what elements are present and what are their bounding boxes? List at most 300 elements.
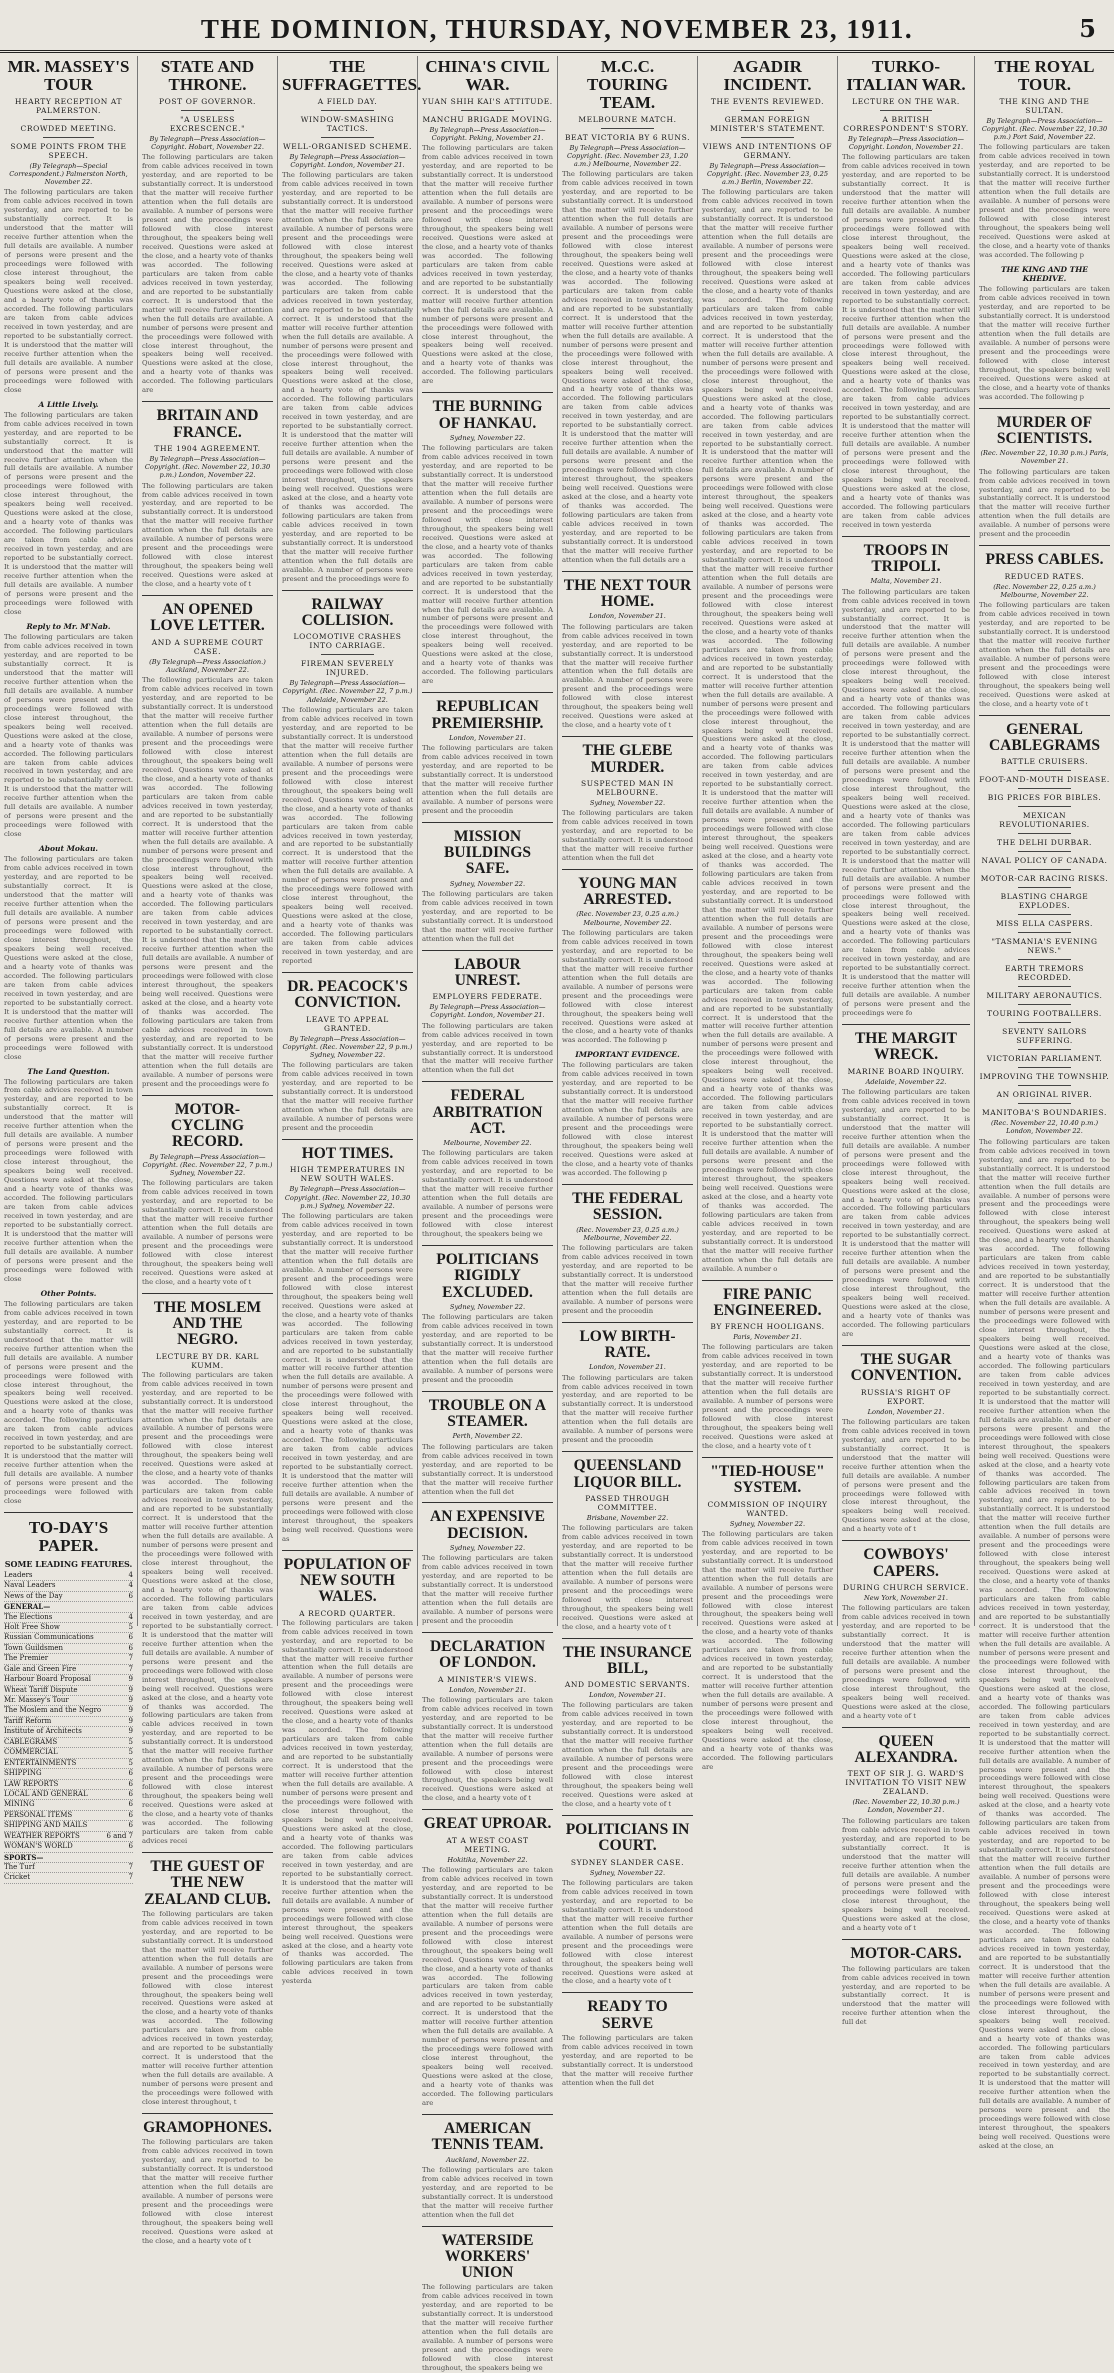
index-item-page: 9	[128, 1727, 133, 1736]
sub-divider	[741, 137, 793, 138]
article-headline: MOTOR-CYCLING RECORD.	[170, 1100, 245, 1151]
index-row	[4, 1873, 133, 1883]
body-text: The following particulars are taken from cable advices received in town yesterday, and are reported to be substantially correct. It is understood that the matter will receive further attention when the full det	[422, 889, 553, 943]
index-item-page: 6 and 7	[106, 1831, 133, 1840]
article-subheading: SEVENTY SAILORS SUFFERING.	[1002, 1027, 1087, 1046]
article-headline: FIRE PANIC ENGINEERED.	[713, 1285, 822, 1319]
article-headline: AGADIR INCIDENT.	[723, 57, 812, 94]
article-divider	[142, 1852, 273, 1853]
index-row	[4, 1759, 133, 1769]
article-headline: MOTOR-CARS.	[850, 1945, 962, 1963]
dateline: (Rec. November 22, 0.25 a.m.) Melbourne, November 22.	[993, 582, 1096, 599]
article-headline: MISSION BUILDINGS SAFE.	[444, 827, 531, 878]
article-divider	[422, 1809, 553, 1810]
body-text: The following particulars are taken from cable advices received in town yesterday, and are reported to be substantially correct. It is understood that the matter will receive further attention when the full details are available. A number of persons were present and the proceedings were followed with close interest throughout, the speakers being well received. Questions were asked at the close, and a hearty vote of thanks was accorded. The following particulars are taken from cable advices received in town yesterday, and are reported to be substantially correct. It is understood that the matter will receive further attention when the full details are available. A number of persons were present and the proceedings were followed with close interest throughout, the speakers being well received. Questions were asked at the close, and a hearty vote of thanks was accorded. The following particulars are taken from cable advices received in town yesterday, and are reported to be substantially correct. It is understood that the matter will receive further attention when the full details are available. A number of persons were present and the proceedings were followed with close interest throughout, the speakers being well received. Questions were asked at the close, and a hearty vote of thanks was accorded. The following particulars are taken from cable advices received in town yesterday, and are reported to be substantially correct. It is understood that the matter will receive further attention when the full details are available. A number of persons were present and the proceedings were fo	[842, 587, 970, 1018]
article-headline: STATE AND THRONE.	[160, 57, 255, 94]
article-divider	[142, 401, 273, 402]
body-text: The following particulars are taken from cable advices received in town yesterday, and are reported to be substantially correct. It is understood that the matter will receive further attention when the full details are available. A number of persons were present and the proceedings were followed with close interest throughout, the speakers being well received. Questions were asked at the close, and a hearty vote of thanks was accorded. The following particulars are taken from cable advices received in town yesterday, and are reported to be substantially correct. It is understood that the matter will receive further attention when the full details are available. A number of persons were present and the proceedings were followed with close interest throughout, the speakers being well received. Questions were asked at the close, and a hearty vote of thanks was accorded. The following particulars are taken from cable advices received in town yesterday, and are reported to be substantially correct. It is understood that the matter will receive further attention when the full details are available. A number of persons were present and the proceedings were followed with close interest throughout, the speakers being well received. Questions were asked at the close, and a hearty vote of thanks was accorded. The following particulars are taken from cable advices received in town yesterday, and are reported to be substantially correct. It is understood that the matter will receive further attention when the full details are available. A number of persons were present and the proceedings were followed with close interest throughout, the speakers being well received. Questions were asked at the close, and a hearty vote of thanks was accorded. The following particulars are taken from cable advices received in town yesterday, and are reported to be substantially correct. It is understood that the matter will receive further attention when the full details are available. A number of persons were present and the proceedings were followed with close interest throughout, the speakers being well received. Questions were asked at the close, and a hearty vote of thanks was accorded. The following particulars are taken from cable advices received in town yesterday, and are reported to be substantially correct. It is understood that the matter will receive further attention when the full details are available. A number of persons were present and the proceedings were followed with close interest throughout, the speakers being well received. Questions were asked at the close, and a hearty vote of thanks was accorded. The following particulars are taken from cable advices received in town yesterday, and are reported to be substantially correct. It is understood that the matter will receive further attention when the full details are available. A number of persons were present and the proceedings were followed with close interest throughout, the speakers being well received. Questions were asked at the close, and a hearty vote of thanks was accorded. The following particulars are taken from cable advices received in town yesterday, and are reported to be substantially correct. It is understood that the matter will receive further attention when the full details are available. A number of persons were present and the proceedings were followed with close interest throughout, the speakers being well received. Questions were asked at the close, and a hearty vote of thanks was accorded. The following particulars are taken from cable advices received in town yesterday, and are reported to be substantially correct. It is understood that the matter will receive further attention when the full details are available. A number of persons were present and the proceedings were followed with close interest throughout, the speakers being well received. Questions were asked at the close, and a hearty vote of thanks was accorded. The following particulars are taken from cable advices received in town yesterday, and are reported to be substantially correct. It is understood that the matter will receive further attention when the full details are available. A number o	[702, 188, 833, 1273]
index-row	[4, 1654, 133, 1664]
dateline: Sydney, November 22.	[729, 1519, 806, 1528]
section-subhead: Other Points.	[40, 1288, 97, 1298]
dateline: New York, November 21.	[864, 1593, 948, 1602]
index-row	[4, 1717, 133, 1727]
body-text: The following particulars are taken from cable advices received in town yesterday, and are reported to be substantially correct. It is understood that the matter will receive further attention when the full det	[562, 809, 693, 862]
article-divider	[422, 822, 553, 823]
article-headline: PRESS CABLES.	[985, 551, 1104, 569]
article-divider	[562, 1638, 693, 1639]
column-5	[557, 56, 697, 2087]
index-row	[4, 1821, 133, 1831]
sub-divider	[1018, 1103, 1070, 1104]
sub-divider	[1018, 932, 1070, 933]
article-divider	[282, 1550, 413, 1551]
sub-divider	[1018, 1004, 1070, 1005]
body-text: The following particulars are taken from cable advices received in town yesterday, and are reported to be substantially correct. It is understood that the matter will receive further attention when the full details are available. A number of persons were present and the proceedings were followed with close interest throughout, the speakers being well received. Questions were asked at the close, and a hearty vote of thanks was accorded. The following particulars are taken from cable advices received in town yesterday, and are reported to be substantially correct. It is understood that the matter will receive further attention when the full details are available. A number of persons were present and the proceedings were followed with close interest throughout, the speakers being well received. Questions were asked at the close, and a hearty vote of thanks was accorded. The following particulars are taken from cable advices received in town yesterday, and are reported to be substantially correct. It is understood that the matter will receive further attention when the full details are available. A number of persons were present and the proceedings were followed with close interest throughout, the speakers being well received. Questions were asked at the close, and a hearty vote of thanks was accorded. The following particulars are taken from cable advices received in town yesterday, and are reported to be substantially correct. It is understood that the matter will receive further attention when the full details are a	[562, 170, 693, 564]
article-subheading: A FIELD DAY.	[317, 96, 378, 106]
index-item-page: 7	[128, 1863, 133, 1872]
index-item-page: 4	[128, 1570, 133, 1579]
index-title: TO-DAY'S PAPER.	[28, 1518, 109, 1555]
dateline: Hokitika, November 22.	[447, 1855, 528, 1864]
index-item-page: 6	[128, 1789, 133, 1798]
index-divider	[4, 1512, 133, 1513]
dateline: Auckland, November 22.	[446, 2155, 529, 2164]
dateline: By Telegraph—Press Association—Copyright. London, November 21.	[429, 1003, 546, 1020]
body-text: The following particulars are taken from cable advices received in town yesterday, and are reported to be substantially correct. It is understood that the matter will receive further attention when the full details are available. A number of persons were present and the proceedings were followed with close interest throughout, the speakers being we	[422, 1149, 553, 1239]
body-text: The following particulars are taken from cable advices received in town yesterday, and are reported to be substantially correct. It is understood that the matter will receive further attention when the full details are available. A number of persons were present and the proceedings were followed with close interest throughout, the speakers being well received. Questions were asked at the close, and a hearty vote of thanks was accorded. The following particulars are taken from cable advices received in town yesterday, and are reported to be substantially correct. It is understood that the matter will receive further attention when the full details are available. A number of persons were present and the proceedings were followed with close	[4, 410, 133, 616]
index-item-label: Wheat Tariff Dispute	[4, 1685, 78, 1694]
article-subheading: HIGH TEMPERATURES IN NEW SOUTH WALES.	[289, 1165, 406, 1184]
article-subheading: AND A SUPREME COURT CASE.	[151, 637, 264, 656]
body-text: The following particulars are taken from cable advices received in town yesterday, and are reported to be substantially correct. It is understood that the matter will receive further attention when the full details are available. A number of persons were present and the proceedings were followed with close interest throughout, the speakers being well received. Questions were asked at the close, and a hearty vote of thanks was accorded. The following particulars are taken from cable advices received in town yesterday, and are reported to be substantially correct. It is understood that the matter will receive further attention when the full details are available. A number of persons were present and the proceedings were followed with close interest throughout, the speakers being well received. Questions were asked at the close, and a hearty vote of thanks was accorded. The following particulars are	[842, 1087, 970, 1339]
article-subheading: MANITOBA'S BOUNDARIES.	[982, 1108, 1107, 1118]
index-item-label: WOMAN'S WORLD	[4, 1842, 73, 1851]
article-headline: THE NEXT TOUR HOME.	[563, 576, 692, 611]
article-divider	[562, 1184, 693, 1185]
article-headline: TURKO-ITALIAN WAR.	[846, 57, 966, 94]
dateline: Sydney, November 22.	[449, 1302, 526, 1311]
article-divider	[422, 950, 553, 951]
body-text: The following particulars are taken from cable advices received in town yesterday, and are reported to be substantially correct. It is understood that the matter will receive further attention when the full details are available. A number of persons were present and the proceedings were followed with close interest throughout, the speakers being well received. Questions were asked at the close, and a hearty vote of t	[702, 1343, 833, 1451]
sub-divider	[461, 110, 513, 111]
section-subhead: Reply to Mr. M'Nab.	[26, 621, 111, 631]
article-divider	[282, 590, 413, 591]
body-text: The following particulars are taken from cable advices received in town yesterday, and are reported to be substantially correct. It is understood that the matter will receive further attention when the full details are available. A number of persons were present and the proceedin	[422, 1313, 553, 1384]
index-row	[4, 1780, 133, 1790]
article-headline: CHINA'S CIVIL WAR.	[425, 57, 550, 94]
dateline: Melbourne, November 22.	[443, 1139, 532, 1148]
article-divider	[142, 595, 273, 596]
index-item-page: 7	[128, 1654, 133, 1663]
index-row	[4, 1727, 133, 1737]
article-headline: THE BURNING OF HANKAU.	[432, 398, 543, 432]
article-subheading: LECTURE ON THE WAR.	[852, 96, 960, 106]
article-divider	[422, 392, 553, 393]
article-subheading: A RECORD QUARTER.	[299, 1608, 396, 1618]
article-subheading: PASSED THROUGH COMMITTEE.	[585, 1493, 670, 1512]
article-subheading: VICTORIAN PARLIAMENT.	[986, 1054, 1103, 1064]
article-divider	[142, 1095, 273, 1096]
body-text: The following particulars are taken from cable advices received in town yesterday, and are reported to be substantially correct. It is understood that the matter will receive further attention when the full details are available. A number of persons were present and the proceedings were followed with close interest throughout, the speakers being well received. Questions were asked at the close, and a hearty vote of thanks was accorded. The following particulars are taken from cable advices received in town yesterday, and are reported to be substantially correct. It is understood that the matter will receive further attention when the full details are available. A number of persons were present and the proceedings were followed with close interest throughout, the speakers being well received. Questions were asked at the close, and a hearty vote of thanks was accorded. The following particulars are	[422, 144, 553, 386]
index-subtitle: SOME LEADING FEATURES.	[4, 1558, 133, 1569]
index-item-label: Town Guildsmen	[4, 1643, 64, 1652]
article-subheading: TEXT OF SIR J. G. WARD'S INVITATION TO VISIT NEW ZEALAND.	[845, 1769, 967, 1797]
article-divider	[842, 1345, 970, 1346]
body-text: The following particulars are taken from cable advices received in town yesterday, and are reported to be substantially correct. It is understood that the matter will receive further attention when the full det	[422, 1442, 553, 1496]
sub-divider	[1018, 959, 1070, 960]
index-item-label: Naval Leaders	[4, 1581, 56, 1590]
index-item-page: 6	[128, 1633, 133, 1642]
article-subheading: MILITARY AERONAUTICS.	[986, 991, 1103, 1001]
index-item-label: LOCAL AND GENERAL	[4, 1789, 88, 1798]
article-subheading: THE 1904 AGREEMENT.	[154, 443, 261, 453]
index-item-page: 6	[128, 1643, 133, 1652]
article-divider	[702, 1280, 833, 1281]
section-subhead: The Land Question.	[27, 1066, 110, 1076]
dateline: Perth, November 22.	[452, 1432, 523, 1441]
body-text: The following particulars are taken from cable advices received in town yesterday, and are reported to be substantially correct. It is understood that the matter will receive further attention when the full details are available. A number of persons were present and the proceedin	[562, 1244, 693, 1315]
index-item-page: 6	[128, 1800, 133, 1809]
index-item-page: 4	[128, 1612, 133, 1621]
article-subheading: WINDOW-SMASHING TACTICS.	[300, 114, 395, 133]
index-item-label: CABLEGRAMS	[4, 1737, 58, 1746]
article-subheading: THE EVENTS REVIEWED.	[710, 96, 825, 106]
index-row	[4, 1853, 133, 1863]
article-divider	[702, 1457, 833, 1458]
dateline: Paris, November 21.	[733, 1333, 802, 1342]
article-divider	[422, 1245, 553, 1246]
article-headline: POLITICIANS IN COURT.	[565, 1821, 690, 1855]
index-row	[4, 1811, 133, 1821]
article-headline: POPULATION OF NEW SOUTH WALES.	[283, 1555, 412, 1606]
article-divider	[282, 1139, 413, 1140]
article-subheading: LECTURE BY DR. KARL KUMM.	[156, 1351, 259, 1370]
article-headline: REPUBLICAN PREMIERSHIP.	[431, 698, 544, 732]
body-text: The following particulars are taken from cable advices received in town yesterday, and are reported to be substantially correct. It is understood that the matter will receive further attention when the full details are available. A number of persons were present and the proceedings were followed with close interest throughout, the speakers being well received. Questions were asked at the close, and a hearty vote of t	[979, 601, 1110, 708]
article-headline: TROOPS IN TRIPOLI.	[863, 541, 949, 576]
section-subhead: A Little Lively.	[38, 399, 99, 409]
article-subheading: SUSPECTED MAN IN MELBOURNE.	[581, 778, 674, 797]
index-item-page: 6	[128, 1591, 133, 1600]
sub-divider	[1018, 806, 1070, 807]
dateline: (Rec. November 23, 0.25 a.m.) Melbourne, November 22.	[576, 910, 679, 927]
dateline: Brisbane, November 22.	[586, 1513, 669, 1522]
article-divider	[842, 1024, 970, 1025]
dateline: London, November 21.	[449, 733, 526, 742]
body-text: The following particulars are taken from cable advices received in town yesterday, and are reported to be substantially correct. It is understood that the matter will receive further attention when the full details are available. A number of persons were present and the proceedings were followed with close interest throughout, the speakers being well received. Questions were asked at the close, and a hearty vote of thanks was accorded. The following particulars are taken from cable advices received in town yesterday, and are reported to be substantially correct. It is understood that the matter will receive further attention when the full details are available. A number of persons were present and the proceedings were followed with close interest throughout, the speakers being well received. Questions were asked at the close, and a hearty vote of thanks was accorded. The following particulars are taken from cable advices received in town yesterday, and are reported to be substantially correct. It is understood that the matter will receive further attention when the full details are available. A number of persons were present and the proceedings were followed with close interest throughout, the speakers being well received. Questions were asked at the close, and a hearty vote of thanks was accorded. The following particulars are taken from cable advices received in town yesterday, and are reported to be substantially correct. It is understood that the matter will receive further attention when the full details are available. A number of persons were present and the proceedings were fo	[282, 171, 413, 583]
sub-divider	[1018, 1049, 1070, 1050]
index-row	[4, 1790, 133, 1800]
article-subheading: A BRITISH CORRESPONDENT'S STORY.	[843, 114, 969, 133]
article-subheading: GERMAN FOREIGN MINISTER'S STATEMENT.	[710, 114, 825, 133]
dateline: (Rec. November 22, 10.30 p.m.) Paris, November 21.	[980, 449, 1109, 466]
article-headline: DR. PEACOCK'S CONVICTION.	[287, 978, 408, 1012]
index-item-page: 9	[128, 1696, 133, 1705]
dateline: (Rec. November 22, 10.40 p.m.) London, November 22.	[990, 1119, 1099, 1136]
body-text: The following particulars are taken from cable advices received in town yesterday, and are reported to be substantially correct. It is understood that the matter will receive further attention when the full details are available. A number of persons were present and the proceedings were followed with close interest throughout, the speakers being well received. Questions were asked at the close, and a hearty vote of thanks was accorded. The following particulars are taken from cable advices received in town yesterday, and are reported to be substantially correct. It is understood that the matter will receive further attention when the full details are available. A number of persons were present and the proceedings were followed with close	[4, 632, 133, 839]
index-item-label: SHIPPING AND MAILS	[4, 1821, 88, 1830]
body-text: The following particulars are taken from cable advices received in town yesterday, and are reported to be substantially correct. It is understood that the matter will receive further attention when the full details are available. A number of persons were present and the proceedin	[422, 1554, 553, 1626]
article-divider	[979, 408, 1110, 409]
dateline: By Telegraph—Press Association—Copyright. (Rec. November 22, 9 p.m.) Sydney, November 22.	[282, 1034, 413, 1060]
body-text: The following particulars are taken from cable advices received in town yesterday, and are reported to be substantially correct. It is understood that the matter will receive further attention when the full details are available. A number of persons were present and the proceedings were followed with close interest throughout, the speakers being well received. Questions were asked at the close, and a hearty vote of t	[142, 481, 273, 589]
article-headline: THE GLEBE MURDER.	[582, 742, 673, 776]
body-text: The following particulars are taken from cable advices received in town yesterday, and are reported to be substantially correct. It is understood that the matter will receive further attention when the full details are available. A number of persons were present and the proceedings were followed with close interest throughout, the speakers being well received. Questions were asked at the close, and a hearty vote of t	[842, 1816, 970, 1933]
index-item-label: MINING	[4, 1800, 35, 1809]
article-headline: COWBOYS' CAPERS.	[863, 1546, 949, 1580]
article-subheading: BATTLE CRUISERS.	[1000, 757, 1089, 767]
article-subheading: VIEWS AND INTENTIONS OF GERMANY.	[702, 141, 833, 160]
article-subheading: CROWDED MEETING.	[20, 123, 117, 133]
index-row	[4, 1748, 133, 1758]
article-divider	[562, 1451, 693, 1452]
article-headline: GENERAL CABLEGRAMS	[988, 720, 1101, 754]
body-text: The following particulars are taken from cable advices received in town yesterday, and are reported to be substantially correct. It is understood that the matter will receive further attention when the full details are available. A number of persons were present and the proceedings were followed with close interest throughout, the speakers being we	[422, 2283, 553, 2373]
index-item-page: 6	[128, 1810, 133, 1819]
article-headline: THE SUGAR CONVENTION.	[850, 1351, 962, 1385]
index-item-page: 7	[128, 1873, 133, 1882]
index-row	[4, 1602, 133, 1612]
dateline: (By Telegraph—Special Correspondent.) Palmerston North, November 22.	[9, 161, 128, 187]
article-divider	[979, 545, 1110, 546]
article-divider	[142, 1293, 273, 1294]
index-row	[4, 1644, 133, 1654]
article-divider	[842, 1540, 970, 1541]
body-text: The following particulars are taken from cable advices received in town yesterday, and are reported to be substantially correct. It is understood that the matter will receive further attention when the full details are available. A number of persons were present and the proceedin	[562, 1373, 693, 1445]
article-subheading: SYDNEY SLANDER CASE.	[570, 1857, 685, 1867]
article-subheading: "TASMANIA'S EVENING NEWS."	[991, 937, 1098, 956]
article-divider	[142, 2113, 273, 2114]
index-row	[4, 1832, 133, 1842]
article-subheading: BY FRENCH HOOLIGANS.	[710, 1322, 825, 1332]
sub-divider	[321, 654, 373, 655]
article-headline: POLITICIANS RIGIDLY EXCLUDED.	[436, 1251, 539, 1301]
dateline: (Rec. November 22, 10.30 p.m.) London, November 21.	[852, 1798, 960, 1815]
body-text: The following particulars are taken from cable advices received in town yesterday, and are reported to be substantially correct. It is understood that the matter will receive further attention when the full det	[422, 2165, 553, 2219]
body-text: The following particulars are taken from cable advices received in town yesterday, and are reported to be substantially correct. It is understood that the matter will receive further attention when the full details are available. A number of persons were present and the proceedings were followed with close interest throughout, the speakers being well received. Questions were asked at the close, and a hearty vote of thanks was accorded. The following particulars are taken from cable advices received in town yesterday, and are reported to be substantially correct. It is understood that the matter will receive further attention when the full details are available. A number of persons were present and the proceedings were followed with close	[4, 1077, 133, 1283]
body-text: The following particulars are taken from cable advices received in town yesterday, and are reported to be substantially correct. It is understood that the matter will receive further attention when the full details are available. A number of persons were present and the proceedings were followed with close interest throughout, the speakers being well received. Questions were asked at the close, and a hearty vote of thanks was accorded. The following particulars are taken from cable advices received in town yesterday, and are reported to be substantially correct. It is understood that the matter will receive further attention when the full details are available. A number of persons were present and the proceedings were followed with close interest throughout, the speakers being well received. Questions were asked at the close, and a hearty vote of thanks was accorded. The following particulars are	[422, 444, 553, 686]
article-divider	[562, 1322, 693, 1323]
article-headline: M.C.C. TOURING TEAM.	[587, 57, 668, 112]
article-subheading: A MINISTER'S VIEWS.	[437, 1674, 538, 1684]
index-item-page: 5	[128, 1622, 133, 1631]
index-item-label: ENTERTAINMENTS	[4, 1758, 77, 1767]
body-text: The following particulars are taken from cable advices received in town yesterday, and are reported to be substantially correct. It is understood that the matter will receive further attention when the full details are available. A number of persons were present and the proceedings were followed with close interest throughout, the speakers being well received. Questions were asked at the close, and a hearty vote of thanks was accorded. The following particulars are taken from cable advices received in town yesterday, and are reported to be substantially correct. It is understood that the matter will receive further attention when the full details are available. A number of persons were present and the proceedings were followed with close	[4, 188, 133, 394]
index-item-page: 6	[128, 1769, 133, 1778]
index-item-page: 4	[128, 1581, 133, 1590]
article-subheading: "A USELESS EXCRESCENCE."	[169, 114, 246, 133]
article-divider	[282, 972, 413, 973]
section-subhead: IMPORTANT EVIDENCE.	[575, 1050, 680, 1060]
article-subheading: BEAT VICTORIA BY 6 RUNS.	[564, 132, 691, 142]
article-headline: GRAMOPHONES.	[143, 2119, 272, 2137]
index-item-label: Cricket	[4, 1873, 31, 1882]
index-item-page: 9	[128, 1685, 133, 1694]
article-headline: AMERICAN TENNIS TEAM.	[431, 2120, 544, 2154]
sub-divider	[1018, 914, 1070, 915]
article-headline: THE SUFFRAGETTES.	[282, 57, 422, 94]
sub-divider	[1018, 887, 1070, 888]
index-row	[4, 1696, 133, 1706]
column-6	[697, 56, 837, 1771]
article-headline: MURDER OF SCIENTISTS.	[996, 413, 1093, 447]
article-headline: THE FEDERAL SESSION.	[572, 1190, 683, 1224]
article-divider	[422, 2114, 553, 2115]
dateline: Sydney, November 22.	[449, 879, 526, 888]
article-subheading: FIREMAN SEVERELY INJURED.	[300, 659, 394, 678]
section-subhead: THE KING AND THE KHEDIVE.	[1000, 264, 1089, 283]
index-item-page: 7	[128, 1664, 133, 1673]
article-subheading: IMPROVING THE TOWNSHIP.	[979, 1072, 1110, 1082]
article-subheading: BIG PRICES FOR BIBLES.	[987, 793, 1102, 803]
article-headline: AN EXPENSIVE DECISION.	[430, 1508, 545, 1542]
index-row	[4, 1738, 133, 1748]
article-headline: TROUBLE ON A STEAMER.	[428, 1396, 547, 1431]
index-row	[4, 1686, 133, 1696]
body-text: The following particulars are taken from cable advices received in town yesterday, and are reported to be substantially correct. It is understood that the matter will receive further attention when the full details are available. A number of persons were present and the proceedings were followed with close interest throughout, the speakers being well received. Questions were asked at the close, and a hearty vote of t	[562, 622, 693, 730]
index-item-label: Institute of Architects	[4, 1727, 82, 1736]
article-divider	[979, 715, 1110, 716]
article-headline: MR. MASSEY'S TOUR	[7, 57, 130, 94]
body-text: The following particulars are taken from cable advices received in town yesterday, and are reported to be substantially correct. It is understood that the matter will receive further attention when the full details are available. A number of persons were present and the proceedings were followed with close interest throughout, the speakers being well received. Questions were asked at the close, and a hearty vote of thanks was accorded. The following particulars are taken from cable advices received in town yesterday, and are reported to be substantially correct. It is understood that the matter will receive further attention when the full details are available. A number of persons were present and the proceedings were followed with close interest throughout, the speakers being well received. Questions were asked at the close, and a hearty vote of thanks was accorded. The following particulars are taken from cable advices received in town yesterday, and are reported to be substantially correct. It is understood that the matter will receive further attention when the full details are available. A number of persons were present and the proceedings were followed with close interest throughout, the speakers being well received. Questions were asked at the close, and a hearty vote of thanks was accorded. The following particulars are taken from cable advices received in town yesterday, and are reported to be substantially correct. It is understood that the matter will receive further attention when the full details are available. A number of persons were present and the proceedings were followed with close interest throughout, the speakers being well received. Questions were asked at the close, and a hearty vote of thanks was accorded. The following particulars are taken from cable advices received in town yesterday, and are reported to be substantially correct. It is understood that the matter will receive further attention when the full details are available. A number of persons were present and the proceedings were followed with close interest throughout, the speakers being well received. Questions were asked at the close, and a hearty vote of thanks was accorded. The following particulars are taken from cable advices received in town yesterday, and are reported to be substantially correct. It is understood that the matter will receive further attention when the full details are available. A number of persons were present and the proceedings were followed with close interest throughout, the speakers being well received. Questions were asked at the close, and a hearty vote of thanks was accorded. The following particulars are taken from cable advices received in town yesterday, and are reported to be substantially correct. It is understood that the matter will receive further attention when the full details are available. A number of persons were present and the proceedings were followed with close interest throughout, the speakers being well received. Questions were asked at the close, and a hearty vote of thanks was accorded. The following particulars are taken from cable advices received in town yesterday, and are reported to be substantially correct. It is understood that the matter will receive further attention when the full details are available. A number of persons were present and the proceedings were followed with close interest throughout, the speakers being well received. Questions were asked at the close, and a hearty vote of thanks was accorded. The following particulars are taken from cable advices received in town yesterday, and are reported to be substantially correct. It is understood that the matter will receive further attention when the full details are available. A number of persons were present and the proceedings were followed with close interest throughout, the speakers being well received. Questions were asked at the close, an	[979, 1137, 1110, 2151]
article-headline: QUEEN ALEXANDRA.	[854, 1732, 958, 1766]
article-subheading: AT A WEST COAST MEETING.	[446, 1835, 529, 1854]
index-item-label: Harbour Board Proposal	[4, 1675, 91, 1684]
index-item-page: 6	[128, 1821, 133, 1830]
column-1	[0, 56, 137, 1882]
article-headline: QUEENSLAND LIQUOR BILL.	[573, 1457, 682, 1491]
body-text: The following particulars are taken from cable advices received in town yesterday, and are reported to be substantially correct. It is understood that the matter will receive further attention when the full details are available. A number of persons were present and the proceedings were followed with close interest throughout, the speakers being well received. Questions were asked at the close, and a hearty vote of t	[142, 1179, 273, 1286]
article-subheading: LOCOMOTIVE CRASHES INTO CARRIAGE.	[293, 632, 402, 651]
masthead-title: THE DOMINION, THURSDAY, NOVEMBER 23, 1911.	[200, 14, 914, 44]
body-text: The following particulars are taken from cable advices received in town yesterday, and are reported to be substantially correct. It is understood that the matter will receive further attention when the full details are available. A number of persons were present and the proceedings were followed with close interest throughout, the speakers being well received. Questions were asked at the close, and a hearty vote of thanks was accorded. The following p	[562, 928, 693, 1045]
dateline: By Telegraph—Press Association—Copyright. (Rec. November 22, 7 p.m.) Adelaide, November 22.	[282, 679, 413, 704]
sub-divider	[1018, 851, 1070, 852]
index-item-label: The Turf	[4, 1863, 35, 1872]
index-item-label: SHIPPING	[4, 1769, 42, 1778]
body-text: The following particulars are taken from cable advices received in town yesterday, and are reported to be substantially correct. It is understood that the matter will receive further attention when the full details are available. A number of persons were present and the proceedings were followed with close interest throughout, the speakers being well received. Questions were asked at the close, and a hearty vote of thanks was accorded. The following p	[979, 284, 1110, 401]
article-subheading: WELL-ORGANISED SCHEME.	[282, 141, 413, 151]
body-text: The following particulars are taken from cable advices received in town yesterday, and are reported to be substantially correct. It is understood that the matter will receive further attention when the full details are available. A number of persons were present and the proceedings were followed with close interest throughout, the speakers being well received. Questions were asked at the close, and a hearty vote of t	[842, 1417, 970, 1534]
body-text: The following particulars are taken from cable advices received in town yesterday, and are reported to be substantially correct. It is understood that the matter will receive further attention when the full det	[422, 1021, 553, 1075]
index-row	[4, 1581, 133, 1591]
article-subheading: TOURING FOOTBALLERS.	[987, 1009, 1102, 1019]
dateline: London, November 21.	[449, 1685, 526, 1694]
article-divider	[842, 1939, 970, 1940]
article-subheading: MARINE BOARD INQUIRY.	[847, 1066, 965, 1076]
body-text: The following particulars are taken from cable advices received in town yesterday, and are reported to be substantially correct. It is understood that the matter will receive further attention when the full details are available. A number of persons were present and the proceedings were followed with close interest throughout, the speakers being well received. Questions were asked at the close, and a hearty vote of thanks was accorded. The following particulars are taken from cable advices received in town yesterday, and are reported to be substantially correct. It is understood that the matter will receive further attention when the full details are available. A number of persons were present and the proceedings were followed with close interest throughout, the speakers being well received. Questions were asked at the close, and a hearty vote of thanks was accorded. The following particulars are taken from cable advices received in town yesterday, and are reported to be substantially correct. It is understood that the matter will receive further attention when the full details are available. A number of persons were present and the proceedings were followed with close interest throughout, the speakers being well received. Questions were asked at the close, and a hearty vote of thanks was accorded. The following particulars are taken from cable advices received in town yesterda	[842, 153, 970, 529]
dateline: By Telegraph—Press Association—Copyright. Peking, November 21.	[429, 125, 546, 142]
article-divider	[422, 2226, 553, 2227]
article-headline: THE ROYAL TOUR.	[994, 57, 1095, 94]
sub-divider	[43, 119, 95, 120]
dateline: Malta, November 21.	[870, 577, 942, 586]
dateline: By Telegraph—Press Association—Copyright. (Rec. November 22, 10.30 p.m.) Sydney, November 22.	[284, 1185, 411, 1210]
index-item-label: Tariff Reform	[4, 1716, 52, 1725]
column-4	[417, 56, 557, 2373]
article-divider	[562, 869, 693, 870]
article-headline: DECLARATION OF LONDON.	[429, 1638, 546, 1672]
article-divider	[562, 1815, 693, 1816]
body-text: The following particulars are taken from cable advices received in town yesterday, and are reported to be substantially correct. It is understood that the matter will receive further attention when the full det	[842, 1964, 970, 2027]
index-item-page: 5	[128, 1748, 133, 1757]
article-divider	[842, 536, 970, 537]
dateline: Sydney, November 22.	[589, 1868, 666, 1877]
article-subheading: MANCHU BRIGADE MOVING.	[422, 114, 553, 124]
sub-divider	[741, 110, 793, 111]
body-text: The following particulars are taken from cable advices received in town yesterday, and are reported to be substantially correct. It is understood that the matter will receive further attention when the full details are available. A number of persons were present and the proceedings were followed with close interest throughout, the speakers being well received. Questions were asked at the close, and a hearty vote of thanks was accorded. The following particulars are taken from cable advices received in town yesterday, and are reported to be substantially correct. It is understood that the matter will receive further attention when the full details are available. A number of persons were present and the proceedings were followed with close interest throughout, the speakers being well received. Questions were asked at the close, and a hearty vote of thanks was accorded. The following particulars are taken from cable advices received in town yesterday, and are reported to be substantially correct. It is understood that the matter will receive further attention when the full details are available. A number of persons were present and the proceedings were followed with close interest throughout, the speakers being well received. Questions were asked at the close, and a hearty vote of thanks was accorded. The following particulars are taken from cable advices received in town yesterday, and are reported to be substantially correct. It is understood that the matter will receive further attention when the full details are available. A number of persons were present and the proceedings were fo	[142, 676, 273, 1088]
body-text: The following particulars are taken from cable advices received in town yesterday, and are reported to be substantially correct. It is understood that the matter will receive further attention when the full details are available. A number of persons were present and the proceedings were followed with close interest throughout, the speakers being well received. Questions were asked at the close, and a hearty vote of thanks was accorded. The following particulars are taken from cable advices received in town yesterday, and are reported to be substantially correct. It is understood that the matter will receive further attention when the full details are available. A number of persons were present and the proceedings were followed with close interest throughout, the speakers being well received. Questions were asked at the close, and a hearty vote of thanks was accorded. The following particulars are	[702, 1529, 833, 1771]
sub-divider	[181, 110, 233, 111]
sub-divider	[1018, 1067, 1070, 1068]
article-divider	[842, 1727, 970, 1728]
article-divider	[422, 1081, 553, 1082]
index-item-label: Gale and Green Fire	[4, 1664, 77, 1673]
article-subheading: THE DELHI DURBAR.	[997, 838, 1092, 848]
body-text: The following particulars are taken from cable advices received in town yesterday, and are reported to be substantially correct. It is understood that the matter will receive further attention when the full details are available. A number of persons were present and the proceedings were followed with close interest throughout, the speakers being well received. Questions were asked at the close, and a hearty vote of thanks was accorded. The following p	[979, 143, 1110, 260]
section-subhead: About Mokau.	[38, 844, 99, 854]
article-headline: THE MARGIT WRECK.	[854, 1030, 958, 1064]
sub-divider	[1018, 1085, 1070, 1086]
dateline: By Telegraph—Press Association—Copyright. London, November 21.	[289, 152, 406, 169]
index-row	[4, 1769, 133, 1779]
body-text: The following particulars are taken from cable advices received in town yesterday, and are reported to be substantially correct. It is understood that the matter will receive further attention when the full details are available. A number of persons were present and the proceedings were followed with close interest throughout, the speakers being well received. Questions were asked at the close, and a hearty vote of thanks was accorded. The following particulars are taken from cable advices received in town yesterday, and are reported to be substantially correct. It is understood that the matter will receive further attention when the full details are available. A number of persons were present and the proceedings were followed with close interest throughout, the speakers being well received. Questions were asked at the close, and a hearty vote of thanks was accorded. The following particulars are taken from cable advices received in town yesterday, and are reported to be substantially correct. It is understood that the matter will receive further attention when the full details are available. A number of persons were present and the proceedings were followed with close interest throughout, the speakers being well received. Questions were asked at the close, and a hearty vote of thanks was accorded. The following particulars are taken from cable advices received in town yesterda	[282, 1618, 413, 1986]
sub-divider	[1018, 869, 1070, 870]
article-headline: "TIED-HOUSE" SYSTEM.	[710, 1463, 825, 1497]
article-subheading: MELBOURNE MATCH.	[578, 114, 677, 124]
index-row	[4, 1706, 133, 1716]
page-number: 5	[1079, 14, 1096, 43]
index-row	[4, 1613, 133, 1623]
dateline: By Telegraph—Press Association—Copyright. (Rec. November 22, 7 p.m.) Sydney, November 22.	[142, 1152, 273, 1177]
masthead	[0, 0, 1114, 53]
index-item-label: WEATHER REPORTS	[4, 1831, 80, 1840]
index-item-label: Holt Free Show	[4, 1622, 60, 1631]
article-divider	[422, 1391, 553, 1392]
body-text: The following particulars are taken from cable advices received in town yesterday, and are reported to be substantially correct. It is understood that the matter will receive further attention when the full details are available. A number of persons were present and the proceedings were followed with close interest throughout, the speakers being well received. Questions were asked at the close, and a hearty vote of thanks was accorded. The following particulars are taken from cable advices received in town yesterday, and are reported to be substantially correct. It is understood that the matter will receive further attention when the full details are available. A number of persons were present and the proceedings were followed with close interest throughout, the speakers being well received. Questions were asked at the close, and a hearty vote of thanks was accorded. The following particulars are	[422, 1865, 553, 2108]
sub-divider	[1018, 833, 1070, 834]
article-subheading: POST OF GOVERNOR.	[159, 96, 256, 106]
index-row	[4, 1623, 133, 1633]
column-8	[974, 56, 1114, 2151]
index-row	[4, 1863, 133, 1873]
body-text: The following particulars are taken from cable advices received in town yesterday, and are reported to be substantially correct. It is understood that the matter will receive further attention when the full details are available. A number of persons were present and the proceedings were followed with close interest throughout, the speakers being well received. Questions were asked at the close, and a hearty vote of thanks was accorded. The following particulars are taken from cable advices received in town yesterday, and are reported to be substantially correct. It is understood that the matter will receive further attention when the full details are available. A number of persons were present and the proceedings were followed with close interest throughout, the speakers being well received. Questions were asked at the close, and a hearty vote of thanks was accorded. The following particulars are taken from cable advices received in town yesterday, and are reported to be substantially correct. It is understood that the matter will receive further attention when the full details are available. A number of persons were present and the proceedings were followed with close interest throughout, the speakers being well received. Questions were asked at the close, and a hearty vote of thanks was accorded. The following particulars are taken from cable advices received in town yesterday, and are reported to be substantially correct. It is understood that the matter will receive further attention when the full details are available. A number of persons were present and the proceedings were followed with close interest throughout, the speakers being well received. Questions were asked at the close, and a hearty vote of thanks was accorded. The following particulars are taken from cable advices recei	[142, 1370, 273, 1846]
dateline: By Telegraph—Press Association—Copyright. (Rec. November 22, 10.30 p.m.) Port Said, November 22.	[981, 116, 1108, 142]
article-divider	[562, 1992, 693, 1993]
article-subheading: MEXICAN REVOLUTIONARIES.	[999, 811, 1090, 830]
sub-divider	[1018, 986, 1070, 987]
body-text: The following particulars are taken from cable advices received in town yesterday, and are reported to be substantially correct. It is understood that the matter will receive further attention when the full details are available. A number of persons were present and the proceedings were followed with close interest throughout, the speakers being well received. Questions were asked at the close, and a hearty vote of t	[422, 1695, 553, 1803]
dateline: By Telegraph—Press Association—Copyright. (Rec. November 22, 10.30 p.m.) London, November 22.	[144, 454, 271, 480]
dateline: By Telegraph—Press Association—Copyright. London, November 21.	[848, 134, 964, 151]
index-row	[4, 1665, 133, 1675]
index-item-label: Leaders	[4, 1570, 33, 1579]
article-subheading: THE KING AND THE SULTAN.	[999, 96, 1090, 115]
article-subheading: EARTH TREMORS RECORDED.	[1005, 964, 1084, 983]
article-subheading: AN ORIGINAL RIVER.	[996, 1090, 1093, 1100]
dateline: (By Telegraph—Press Association.) Auckland, November 22.	[149, 657, 266, 674]
body-text: The following particulars are taken from cable advices received in town yesterday, and are reported to be substantially correct. It is understood that the matter will receive further attention when the full details are available. A number of persons were present and the proceedin	[979, 467, 1110, 539]
sub-divider	[1018, 770, 1070, 771]
article-divider	[562, 736, 693, 737]
article-subheading: FOOT-AND-MOUTH DISEASE.	[979, 775, 1110, 785]
index-item-page: 9	[128, 1675, 133, 1684]
index-item-label: The Elections	[4, 1612, 53, 1621]
index-item-page: 6	[128, 1842, 133, 1851]
index-item-label: SPORTS—	[4, 1852, 44, 1862]
sub-divider	[1018, 1022, 1070, 1023]
index-row	[4, 1571, 133, 1581]
